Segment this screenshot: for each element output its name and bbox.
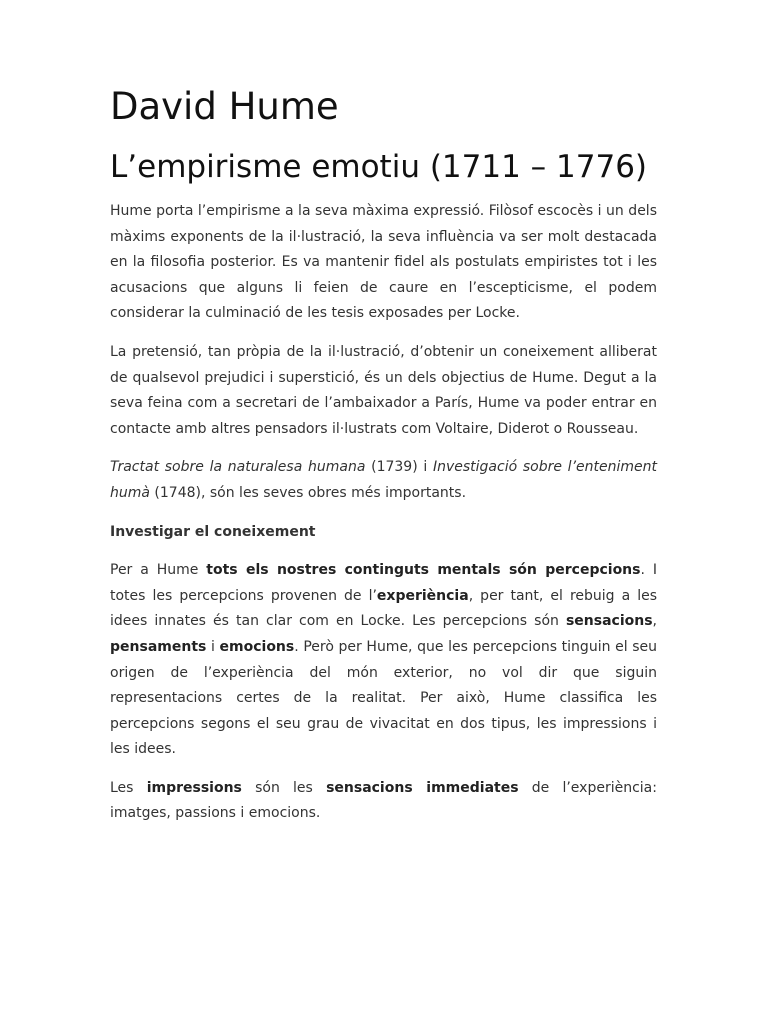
page-subtitle: L’empirisme emotiu (1711 – 1776) <box>110 149 648 185</box>
perceptions-text-1: Per a Hume <box>110 562 207 579</box>
paragraph-works-text-1: (1739) i <box>365 459 433 476</box>
paragraph-intro: Hume porta l’empirisme a la seva màxima expressió. Filòsof escocès i un dels màxims exponents de la il·lustració, la seva influència va ser molt destacada en la filosofia posterior. Es va mantenir fidel als postulats empiristes tot i les acusacions que alguns li feien de caure en l’escepticisme, el podem considerar la culminació de les tesis exposades per Locke. <box>110 203 657 322</box>
paragraph-works-text-2: (1748), són les seves obres més importants. <box>149 484 467 501</box>
perceptions-text-4: , <box>652 613 657 630</box>
paragraph-impressions <box>110 776 657 827</box>
perceptions-bold-4: pensaments <box>110 638 207 655</box>
perceptions-bold-1: tots els nostres continguts mentals són percepcions <box>206 562 641 579</box>
paragraph-works <box>110 455 657 506</box>
perceptions-text-5: i <box>206 638 220 655</box>
impressions-bold-2: sensacions immediates <box>326 779 519 796</box>
paragraph-illustration: La pretensió, tan pròpia de la il·lustració, d’obtenir un coneixement alliberat de qualsevol prejudici i superstició, és un dels objectius de Hume. Degut a la seva feina com a secretari de l’ambaixador a París, Hume va poder entrar en contacte amb altres pensadors il·lustrats com Voltaire, Diderot o Rousseau. <box>110 343 657 437</box>
document-page <box>110 84 657 840</box>
paragraph-perceptions <box>110 558 657 763</box>
perceptions-text-3: , per tant, el rebuig a les idees innates és tan clar com en Locke. Les percepcions són <box>110 587 657 630</box>
perceptions-bold-2: experiència <box>376 587 469 604</box>
impressions-text-1: Les <box>110 779 147 796</box>
perceptions-bold-5: emocions <box>219 638 295 655</box>
perceptions-bold-3: sensacions <box>565 613 653 630</box>
work-title-treatise: Tractat sobre la naturalesa humana <box>110 459 366 476</box>
impressions-text-3: de l’experiència: imatges, passions i emocions. <box>110 779 657 822</box>
impressions-bold-1: impressions <box>146 779 242 796</box>
perceptions-text-2: . I totes les percepcions provenen de l’ <box>110 562 657 604</box>
page-title: David Hume <box>110 85 339 128</box>
perceptions-text-6: . Però per Hume, que les percepcions tinguin el seu origen de l’experiència del món exterior, no vol dir que siguin representacions certes de la realitat. Per això, Hume classifica les percepcions segons el seu grau de vivacitat en dos tipus, les impressions i les idees. <box>110 638 658 758</box>
work-title-enquiry: Investigació sobre l’enteniment humà <box>110 459 657 501</box>
section-heading: Investigar el coneixement <box>110 523 316 540</box>
impressions-text-2: són les <box>241 779 327 796</box>
